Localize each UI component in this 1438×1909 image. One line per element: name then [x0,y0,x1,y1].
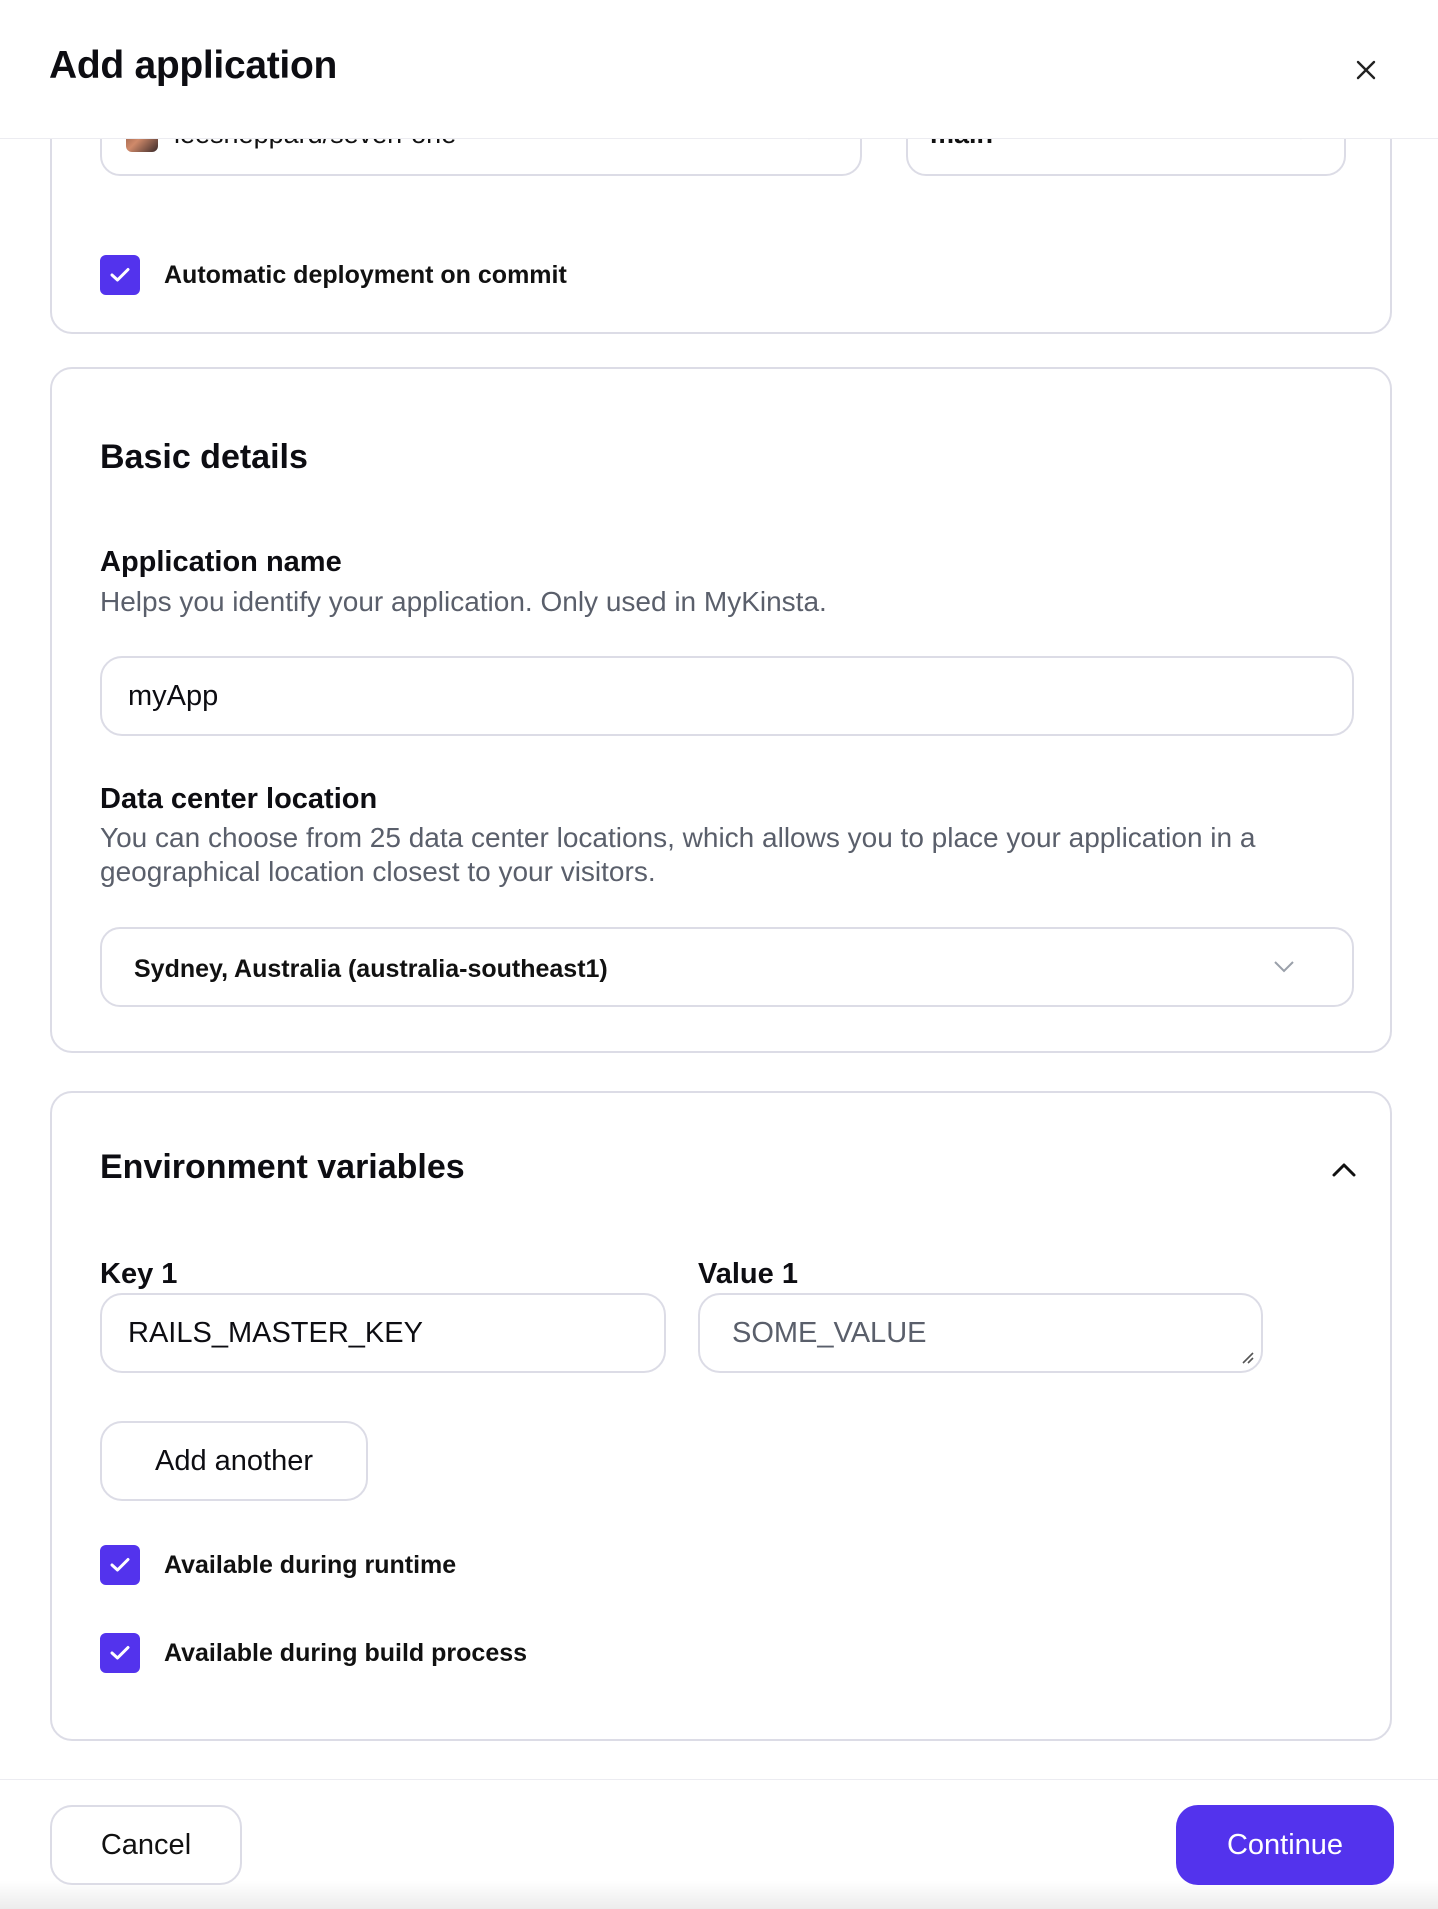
env-vars-card [50,1091,1392,1741]
location-select[interactable] [100,927,1354,1007]
location-value: Sydney, Australia (australia-southeast1) [134,955,608,983]
modal-header [0,0,1438,139]
build-checkbox[interactable] [100,1633,140,1673]
modal-title: Add application [49,44,338,87]
value-textarea[interactable] [698,1293,1263,1373]
cancel-label: Cancel [100,1828,192,1861]
cancel-button[interactable] [50,1805,242,1885]
resize-handle-icon[interactable] [1239,1349,1255,1365]
key-label: Key 1 [100,1258,178,1290]
check-icon [109,1644,131,1662]
section-title: Environment variables [100,1148,465,1186]
build-label: Available during build process [164,1638,528,1667]
runtime-label: Available during runtime [164,1550,457,1579]
check-icon [109,1556,131,1574]
auto-deploy-checkbox[interactable] [100,255,140,295]
location-help: You can choose from 25 data center locations, which allows you to place your application in a geographical location closest to your visitors. [100,822,1256,887]
auto-deploy-label: Automatic deployment on commit [164,260,567,289]
location-label: Data center location [100,783,378,815]
close-button[interactable] [1348,52,1384,88]
add-another-button[interactable] [100,1421,368,1501]
basic-details-card [50,367,1392,1053]
key-value: RAILS_MASTER_KEY [128,1316,423,1349]
continue-label: Continue [1226,1828,1344,1861]
app-name-input[interactable] [100,656,1354,736]
add-another-label: Add another [154,1444,313,1477]
key-input[interactable] [100,1293,666,1373]
app-name-value: myApp [128,679,219,712]
modal-footer [0,1779,1438,1909]
app-name-help: Helps you identify your application. Only used in MyKinsta. [100,586,827,617]
close-icon [1355,59,1377,81]
section-title: Basic details [100,438,308,476]
value-label: Value 1 [698,1258,798,1290]
chevron-down-icon [1272,959,1296,975]
auto-deploy-checkbox-row[interactable] [100,255,567,295]
runtime-checkbox[interactable] [100,1545,140,1585]
value-placeholder: SOME_VALUE [732,1316,927,1349]
build-checkbox-row[interactable] [100,1633,527,1673]
runtime-checkbox-row[interactable] [100,1545,456,1585]
check-icon [109,266,131,284]
continue-button[interactable] [1176,1805,1394,1885]
app-name-label: Application name [100,546,342,578]
chevron-up-icon[interactable] [1330,1161,1358,1179]
modal-scroll-area[interactable] [0,139,1438,1779]
